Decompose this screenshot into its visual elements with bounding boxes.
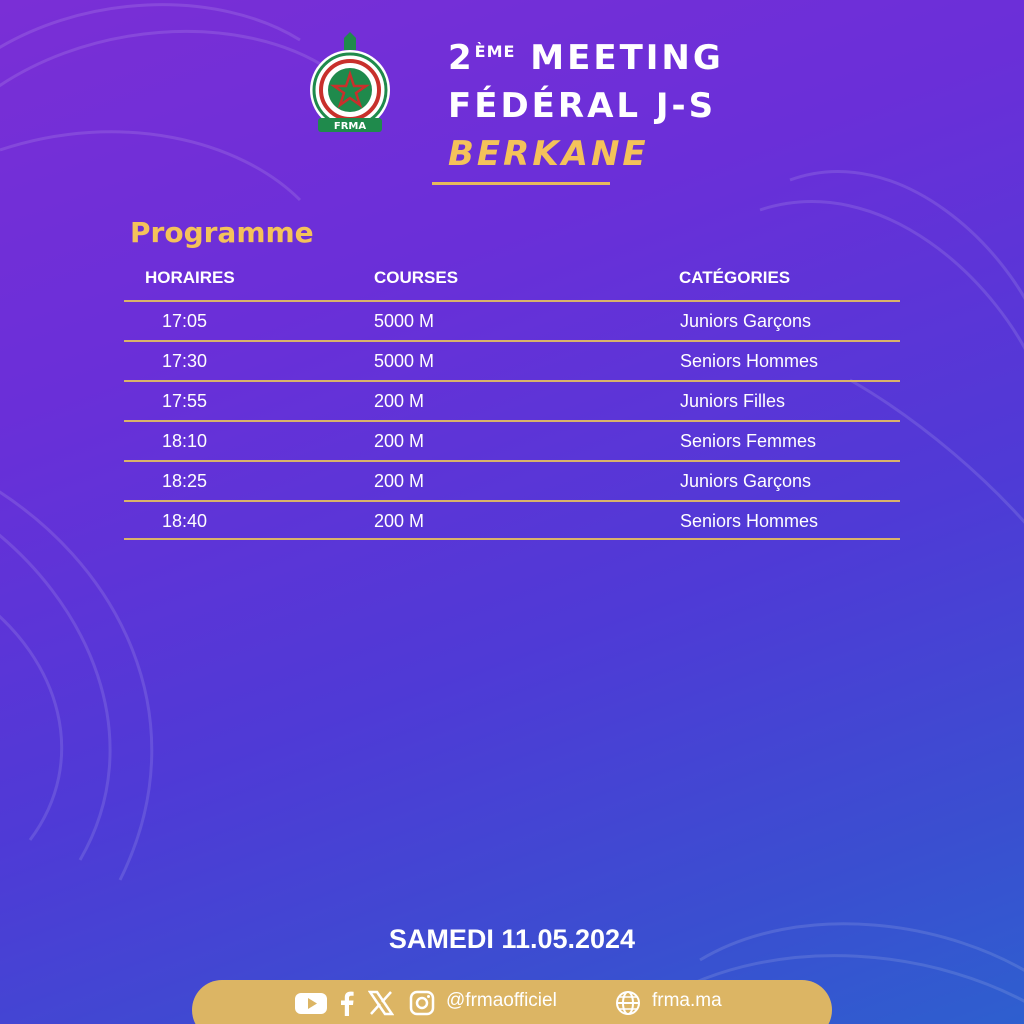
instagram-icon[interactable] xyxy=(408,988,436,1018)
row-time: 17:05 xyxy=(162,311,208,331)
title-divider xyxy=(432,182,610,185)
header-courses: COURSES xyxy=(374,268,459,287)
table-row xyxy=(124,460,900,500)
facebook-icon[interactable] xyxy=(338,988,356,1018)
header-horaires: HORAIRES xyxy=(145,268,235,287)
row-category: Seniors Femmes xyxy=(680,431,817,451)
logo-text: FRMA xyxy=(333,121,367,132)
table-row xyxy=(124,300,900,340)
row-time: 18:25 xyxy=(162,471,208,491)
row-time: 18:10 xyxy=(162,431,208,451)
frma-logo xyxy=(304,32,396,140)
schedule-table xyxy=(124,260,900,540)
row-category: Seniors Hommes xyxy=(680,351,819,371)
table-row xyxy=(124,420,900,460)
row-course: 200 M xyxy=(374,391,425,411)
table-row xyxy=(124,500,900,540)
row-course: 200 M xyxy=(374,511,425,531)
row-course: 5000 M xyxy=(374,311,435,331)
row-category: Juniors Filles xyxy=(680,391,786,411)
row-time: 17:55 xyxy=(162,391,208,411)
header-categories: CATÉGORIES xyxy=(679,268,791,287)
row-course: 200 M xyxy=(374,431,425,451)
x-icon[interactable] xyxy=(368,988,394,1018)
globe-icon xyxy=(614,988,642,1018)
social-handle[interactable]: @frmaofficiel xyxy=(446,990,557,1011)
row-time: 17:30 xyxy=(162,351,208,371)
event-city: BERKANE xyxy=(448,134,649,174)
table-row xyxy=(124,380,900,420)
title-line-1: 2ÈME MEETING xyxy=(448,38,724,78)
row-category: Seniors Hommes xyxy=(680,511,819,531)
website-link[interactable]: frma.ma xyxy=(652,990,722,1011)
row-category: Juniors Garçons xyxy=(680,471,812,491)
table-header xyxy=(124,260,900,300)
title-line-2: FÉDÉRAL J-S xyxy=(448,86,717,126)
event-title xyxy=(448,34,778,178)
row-time: 18:40 xyxy=(162,511,208,531)
row-course: 200 M xyxy=(374,471,425,491)
youtube-icon[interactable] xyxy=(294,988,328,1018)
event-date: SAMEDI 11.05.2024 xyxy=(388,924,636,954)
row-course: 5000 M xyxy=(374,351,435,371)
table-row xyxy=(124,340,900,380)
row-category: Juniors Garçons xyxy=(680,311,812,331)
section-title: Programme xyxy=(130,216,314,249)
